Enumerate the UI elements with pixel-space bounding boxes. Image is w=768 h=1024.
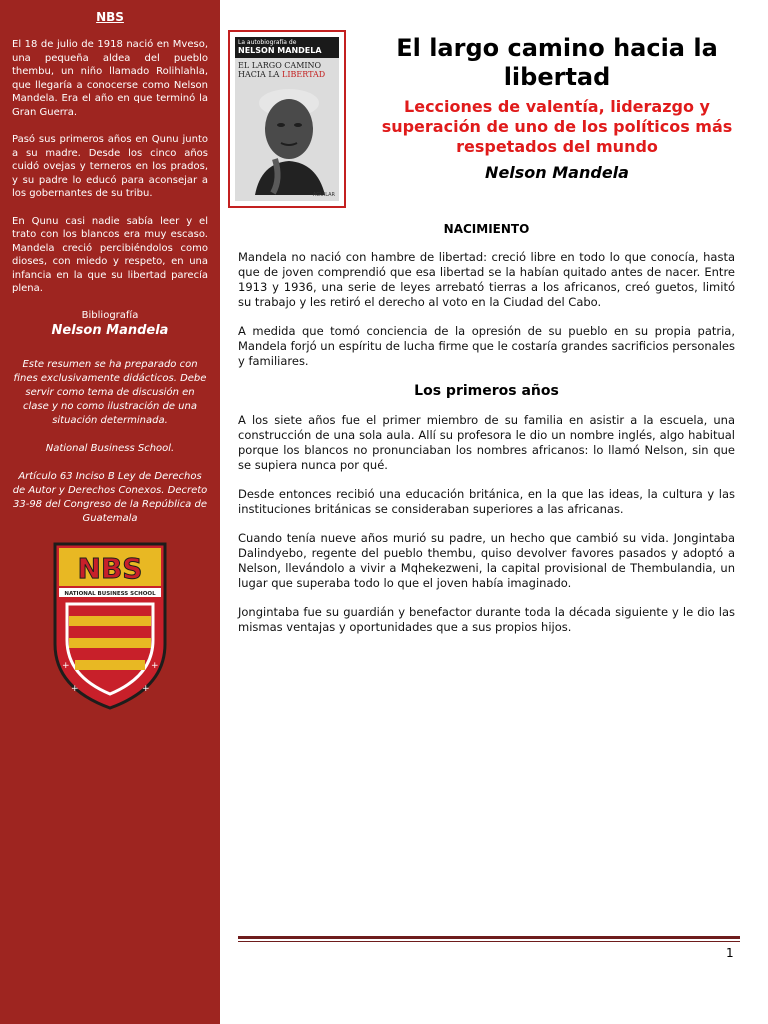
bibliography-label: Bibliografía <box>81 309 139 321</box>
cover-title-line2-b: LIBERTAD <box>282 70 326 79</box>
page-number: 1 <box>726 946 734 960</box>
cover-publisher: AGUILAR <box>312 192 335 198</box>
page-subtitle: Lecciones de valentía, liderazgo y superación de uno de los políticos más respetados del mundo <box>381 97 733 156</box>
main-content <box>238 222 735 649</box>
body-paragraph: A medida que tomó conciencia de la opresión de su pueblo en su propia patria, Mandela forjó un espíritu de lucha firme que le costaría grandes sacrificios personales y familiares. <box>238 324 735 368</box>
author-name: Nelson Mandela <box>485 163 629 182</box>
portrait-image <box>245 85 333 195</box>
section-heading-primeros-anos: Los primeros años <box>414 383 559 399</box>
cover-title <box>235 58 339 79</box>
body-paragraph: A los siete años fue el primer miembro de su familia en asistir a la escuela, una construcción de una sola aula. Allí su profesora le dio un nombre inglés, algo habitual porque los blancos no pronunciaban los nombres africanos: lo llamó Nelson, sin que se supiera nunca por qué. <box>238 413 735 472</box>
body-paragraph: Mandela no nació con hambre de libertad: creció libre en todo lo que conocía, hasta que de joven comprendió que esa libertad se la habían quitado antes de nacer. Entre 1913 y 1936, una serie de leyes arrebató tierras a los africanos, creó guetos, limitó su trabajo y les retiró el derecho al voto en la Ciudad del Cabo. <box>238 250 735 309</box>
shield-letters: NBS <box>77 551 143 585</box>
svg-text:+: + <box>151 660 159 671</box>
cover-header <box>235 37 339 58</box>
page-title: El largo camino hacia la libertad <box>396 34 718 91</box>
shield-school-name: NATIONAL BUSINESS SCHOOL <box>64 590 156 597</box>
footer-divider <box>238 936 740 939</box>
svg-text:+: + <box>62 660 70 671</box>
sidebar <box>0 0 220 1024</box>
nbs-shield-logo <box>51 540 169 712</box>
body-paragraph: Desde entonces recibió una educación británica, en la que las ideas, la cultura y las instituciones británicas se consideraban superiores a las africanas. <box>238 487 735 516</box>
copyright-note: Artículo 63 Inciso B Ley de Derechos de Autor y Derechos Conexos. Decreto 33-98 del Congreso de la República de Guatemala <box>12 470 208 524</box>
cover-title-line1: EL LARGO CAMINO <box>238 61 322 70</box>
cover-author-name: NELSON MANDELA <box>238 46 322 55</box>
svg-text:+: + <box>142 683 150 694</box>
section-heading-nacimiento: NACIMIENTO <box>443 222 530 236</box>
institution-note: National Business School. <box>45 442 175 454</box>
sidebar-paragraph: En Qunu casi nadie sabía leer y el trato con los blancos era muy escaso. Mandela creció percibiéndolos como dioses, con miedo y respeto, en una infancia en la que su libertad parecía plena. <box>12 215 208 294</box>
sidebar-paragraph: Pasó sus primeros años en Qunu junto a su madre. Desde los cinco años cuidó ovejas y terneros en los prados, y su padre lo educó para aconsejar a los gobernantes de su tribu. <box>12 134 208 199</box>
footer-divider-thin <box>238 941 740 942</box>
bibliography-author: Nelson Mandela <box>51 322 169 338</box>
body-paragraph: Cuando tenía nueve años murió su padre, un hecho que cambió su vida. Jongintaba Dalindyebo, regente del pueblo thembu, quiso devolver favores pasados y adoptó a Nelson, llevándolo a vivir a Mqhekezweni, la capital provisional de Thembulandia, un lugar que superaba todo lo que el joven había imaginado. <box>238 531 735 590</box>
svg-text:+: + <box>71 683 79 694</box>
cover-title-line2-a: HACIA LA <box>238 70 280 79</box>
cover-title-line2 <box>238 70 336 79</box>
sidebar-heading: NBS <box>96 10 124 24</box>
didactic-note: Este resumen se ha preparado con fines exclusivamente didácticos. Debe servir como tema de discusión en clase y no como ilustración de una situación determinada. <box>13 358 207 426</box>
book-cover <box>228 30 346 208</box>
sidebar-paragraph: El 18 de julio de 1918 nació en Mveso, una pequeña aldea del pueblo thembu, un niño llamado Rolihlahla, que llegaría a conocerse como Nelson Mandela. Era el año en que terminó la Gran Guerra. <box>12 39 208 118</box>
cover-series: La autobiografía de <box>238 39 297 46</box>
body-paragraph: Jongintaba fue su guardián y benefactor durante toda la década siguiente y le dio las mismas ventajas y oportunidades que a sus propios hijos. <box>238 605 735 634</box>
